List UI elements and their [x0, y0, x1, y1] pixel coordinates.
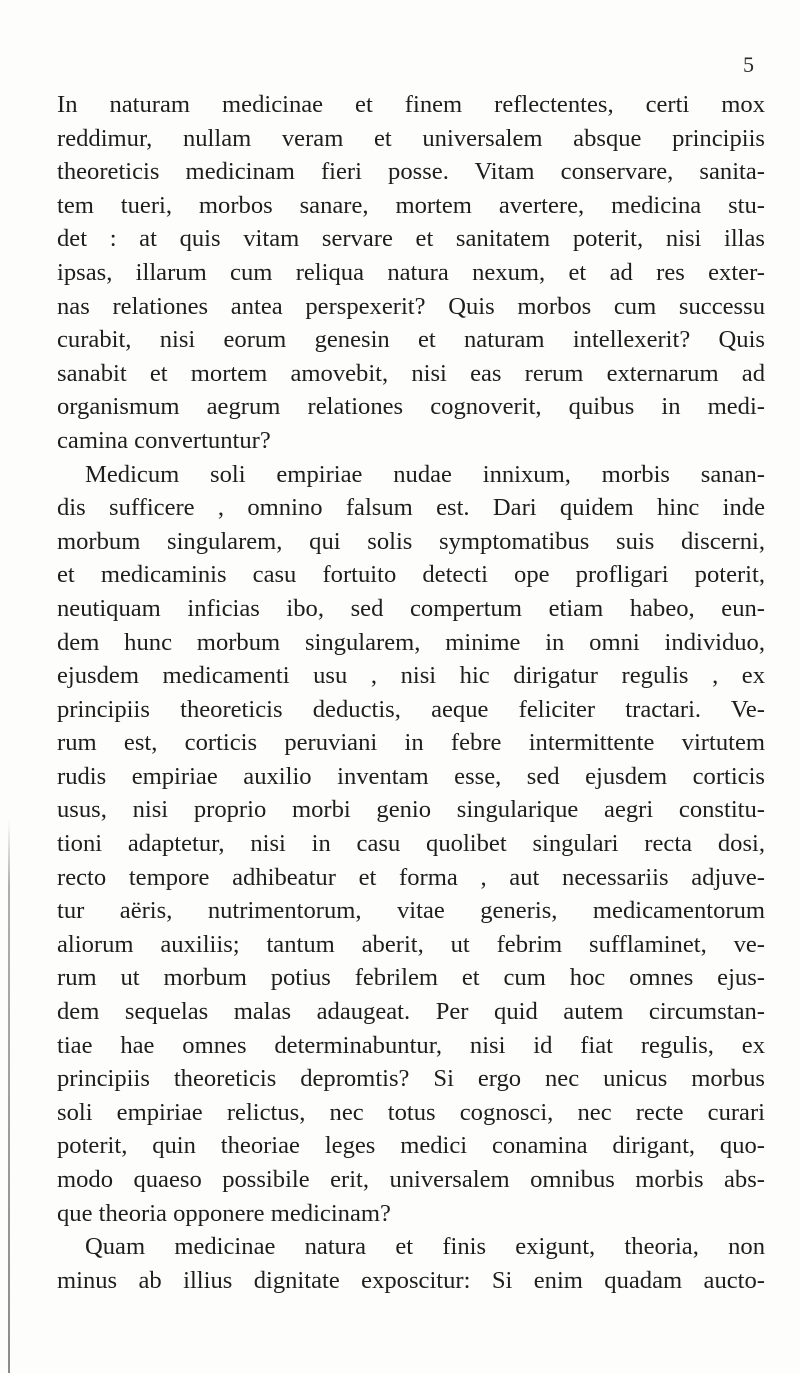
text-line: ejusdem medicamenti usu , nisi hic dirigatur regulis , ex: [57, 662, 765, 690]
text-line: poterit, quin theoriae leges medici conamina dirigant, quo-: [57, 1132, 765, 1160]
text-line: det : at quis vitam servare et sanitatem poterit, nisi illas: [57, 225, 765, 253]
text-line: usus, nisi proprio morbi genio singularique aegri constitu-: [57, 796, 765, 824]
text-line: modo quaeso possibile erit, universalem omnibus morbis abs-: [57, 1166, 765, 1193]
text-line: tem tueri, morbos sanare, mortem avertere, medicina stu-: [57, 191, 765, 219]
text-line: Medicum soli empiriae nudae innixum, morbis sanan-: [85, 460, 765, 488]
text-line: dem sequelas malas adaugeat. Per quid autem circumstan-: [57, 998, 765, 1026]
text-line: camina convertuntur?: [57, 426, 271, 454]
page-number: 5: [743, 52, 754, 77]
text-line: Quam medicinae natura et finis exigunt, theoria, non: [85, 1233, 765, 1261]
text-line: minus ab illius dignitate exposcitur: Si enim quadam aucto-: [57, 1266, 765, 1294]
text-line: recto tempore adhibeatur et forma , aut necessariis adjuve-: [57, 863, 765, 891]
text-line: soli empiriae relictus, nec totus cognosci, nec recte curari: [57, 1098, 765, 1126]
text-line: ipsas, illarum cum reliqua natura nexum, et ad res exter-: [57, 258, 765, 286]
text-line: aliorum auxiliis; tantum aberit, ut febrim sufflaminet, ve-: [57, 930, 765, 958]
text-line: et medicaminis casu fortuito detecti ope profligari poterit,: [57, 561, 765, 589]
text-line: organismum aegrum relationes cognoverit, quibus in medi-: [57, 393, 765, 421]
text-line: rudis empiriae auxilio inventam esse, sed ejusdem corticis: [57, 762, 765, 790]
text-line: tiae hae omnes determinabuntur, nisi id fiat regulis, ex: [57, 1031, 765, 1059]
text-line: neutiquam inficias ibo, sed compertum etiam habeo, eun-: [57, 594, 765, 622]
text-line: rum est, corticis peruviani in febre intermittente virtutem: [57, 729, 765, 757]
text-line: principiis theoreticis deductis, aeque feliciter tractari. Ve-: [57, 695, 765, 723]
text-line: que theoria opponere medicinam?: [57, 1199, 391, 1227]
text-line: reddimur, nullam veram et universalem absque principiis: [57, 124, 765, 152]
text-line: dem hunc morbum singularem, minime in omni individuo,: [57, 628, 765, 656]
text-line: principiis theoreticis depromtis? Si ergo nec unicus morbus: [57, 1065, 765, 1093]
text-line: In naturam medicinae et finem reflectentes, certi mox: [57, 91, 765, 118]
text-line: theoreticis medicinam fieri posse. Vitam conservare, sanita-: [57, 158, 765, 186]
text-line: curabit, nisi eorum genesin et naturam intellexerit? Quis: [57, 326, 765, 354]
body-text: [57, 88, 765, 1297]
text-line: nas relationes antea perspexerit? Quis morbos cum successu: [57, 292, 765, 320]
text-line: tur aëris, nutrimentorum, vitae generis, medicamentorum: [57, 897, 765, 925]
text-line: sanabit et mortem amovebit, nisi eas rerum externarum ad: [57, 359, 765, 387]
text-line: morbum singularem, qui solis symptomatibus suis discerni,: [57, 527, 765, 555]
binding-edge-shadow: [8, 820, 10, 1373]
text-line: rum ut morbum potius febrilem et cum hoc omnes ejus-: [57, 964, 765, 992]
text-line: tioni adaptetur, nisi in casu quolibet singulari recta dosi,: [57, 830, 765, 858]
text-line: dis sufficere , omnino falsum est. Dari quidem hinc inde: [57, 494, 765, 522]
